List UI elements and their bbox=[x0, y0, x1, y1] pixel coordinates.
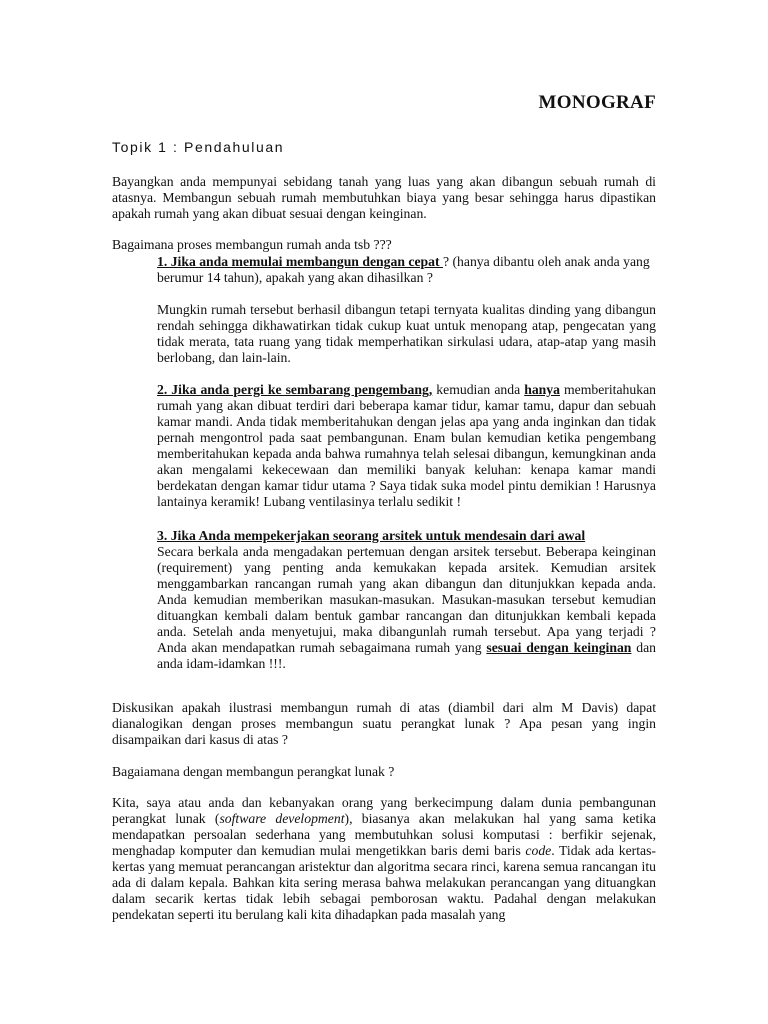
case-2-mid: kemudian anda bbox=[432, 382, 525, 397]
software-term-2: code bbox=[525, 843, 552, 858]
case-2-paragraph bbox=[157, 382, 656, 510]
case-1-block bbox=[157, 254, 656, 286]
software-text-1: Kita, saya atau anda dan kebanyakan orang yang berkecimpung dalam dunia pembangunan perangkat lunak ( bbox=[112, 795, 656, 826]
software-paragraph bbox=[112, 795, 656, 923]
document-title: MONOGRAF bbox=[538, 92, 656, 113]
software-text-2: ), biasanya akan melakukan hal yang sama ketika mendapatkan persoalan sederhana yang membutuhkan solusi komputasi : berfikir sejenak, menghadap komputer dan kemudian mulai mengetikkan baris demi baris bbox=[112, 811, 656, 858]
case-3-paragraph bbox=[157, 544, 656, 672]
intro-paragraph: Bayangkan anda mempunyai sebidang tanah yang luas yang akan dibangun sebuah rumah di atasnya. Membangun sebuah rumah membutuhkan biaya yang besar sehingga harus dipastikan apakah rumah yang akan dibuat sesuai dengan keinginan. bbox=[112, 174, 656, 221]
discussion-paragraph: Diskusikan apakah ilustrasi membangun rumah di atas (diambil dari alm M Davis) dapat dianalogikan dengan proses membangun suatu perangkat lunak ? Apa pesan yang ingin disampaikan dari kasus di atas ? bbox=[112, 700, 656, 747]
case-3-emphasis: sesuai dengan keinginan bbox=[486, 640, 632, 655]
case-1-heading-rest: ? (hanya dibantu oleh anak anda yang bbox=[442, 254, 650, 269]
topic-heading: Topik 1 : Pendahuluan bbox=[112, 139, 285, 155]
question-2-line: Bagaiamana dengan membangun perangkat lunak ? bbox=[112, 764, 395, 779]
case-3-heading-text: 3. Jika Anda mempekerjakan seorang arsitek untuk mendesain dari awal bbox=[157, 528, 586, 543]
case-3-body: Secara berkala anda mengadakan pertemuan dengan arsitek tersebut. Beberapa keinginan (requirement) yang penting anda kemukakan kepada arsitek. Kemudian arsitek menggambarkan rancangan rumah yang akan dibangun dan ditunjukkan kepada anda. Anda kemudian memberikan masukan-masukan. Masukan-masukan tersebut kemudian dituangkan kembali dalam bentuk gambar rancangan dan ditunjukkan kembali kepada anda. Setelah anda menyetujui, maka dibangunlah rumah tersebut. Apa yang terjadi ? Anda akan mendapatkan rumah sebagaimana rumah yang bbox=[157, 544, 656, 655]
case-1-body: Mungkin rumah tersebut berhasil dibangun tetapi ternyata kualitas dinding yang dibangun rendah sehingga dikhawatirkan tidak cukup kuat untuk menopang atap, pengecatan yang tidak merata, tata ruang yang tidak memperhatikan sirkulasi udara, atap-atap yang masih berlobang, dan lain-lain. bbox=[157, 302, 656, 365]
case-1-heading-line2: berumur 14 tahun), apakah yang akan dihasilkan ? bbox=[157, 270, 433, 285]
case-2-emphasis: hanya bbox=[524, 382, 560, 397]
software-text-3: . Tidak ada kertas-kertas yang memuat perancangan aristektur dan algoritma secara rinci, karena semua rancangan itu ada di dalam kepala. Bahkan kita sering merasa bahwa melakukan perancangan yang dituangkan dalam secarik kertas tidak lebih sebagai pemborosan waktu. Padahal dengan melakukan pendekatan seperti itu berulang kali kita dihadapkan pada masalah yang bbox=[112, 843, 656, 922]
question-line: Bagaimana proses membangun rumah anda tsb ??? bbox=[112, 237, 392, 252]
case-2-body: memberitahukan rumah yang akan dibuat terdiri dari beberapa kamar tidur, kamar tamu, dapur dan sebuah kamar mandi. Anda tidak memberitahukan dengan jelas apa yang anda inginkan dan tidak pernah mengontrol pada saat pembangunan. Enam bulan kemudian ketika pengembang memberitahukan kepada anda bahwa rumahnya telah selesai dibangun, kemungkinan anda akan mengalami kekecewaan dan memiliki banyak keluhan: kenapa kamar mandi berdekatan dengan kamar tidur utama ? Saya tidak suka model pintu demikian ! Harusnya lantainya keramik! Lubang ventilasinya terlalu sedikit ! bbox=[157, 382, 656, 509]
case-1-heading: 1. Jika anda memulai membangun dengan cepat bbox=[157, 254, 443, 269]
case-3-heading bbox=[157, 528, 656, 544]
case-3-tail: dan anda idam-idamkan !!!. bbox=[157, 640, 657, 671]
software-term-1: software development bbox=[219, 811, 345, 826]
case-2-heading: 2. Jika anda pergi ke sembarang pengembang, bbox=[157, 382, 433, 397]
